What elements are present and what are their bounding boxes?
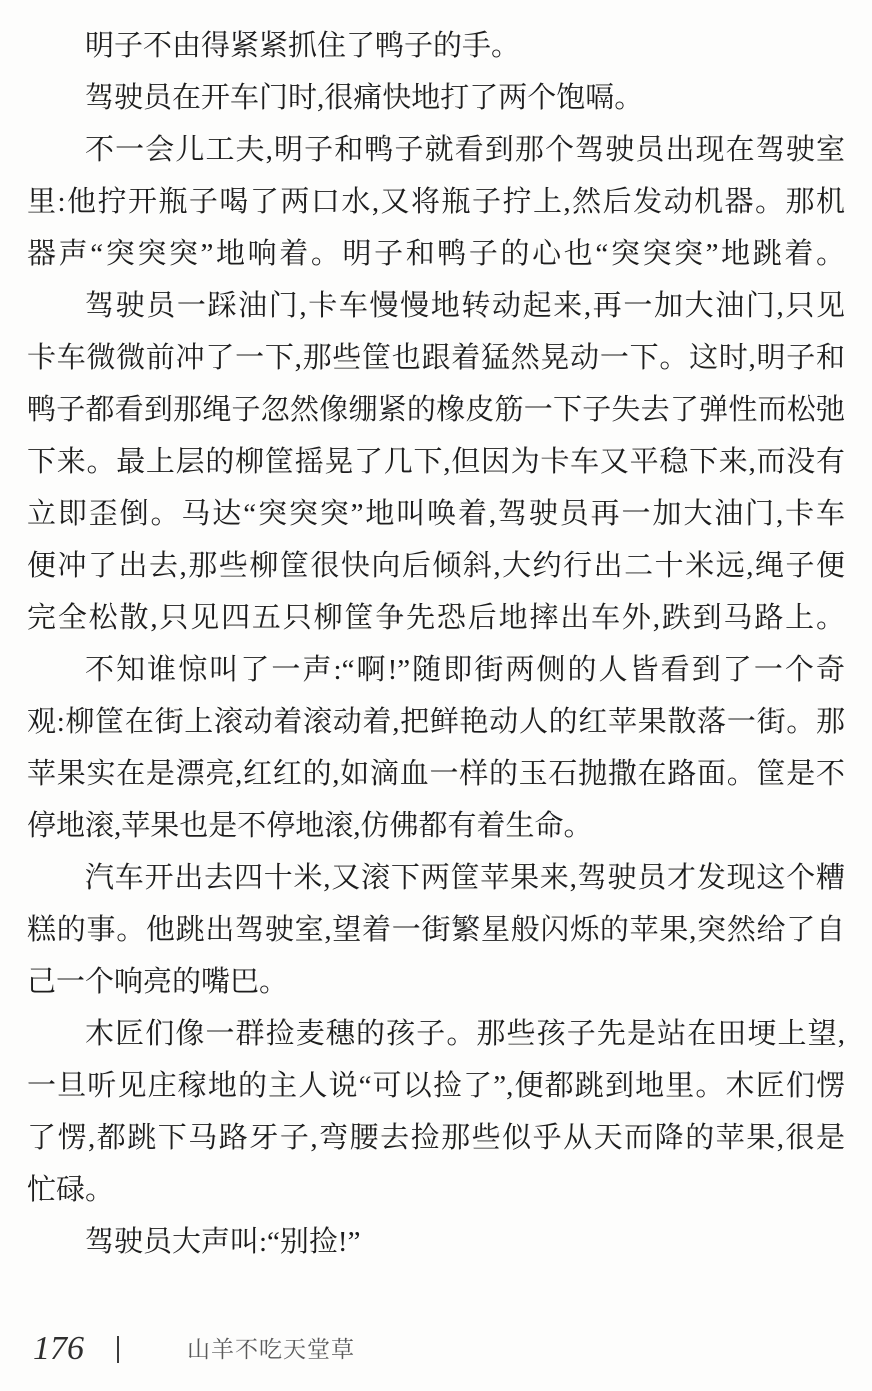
text-line: 鸭子都看到那绳子忽然像绷紧的橡皮筋一下子失去了弹性而松弛 — [27, 394, 845, 426]
text-line: 明子不由得紧紧抓住了鸭子的手。 — [85, 30, 521, 62]
text-line: 了愣,都跳下马路牙子,弯腰去捡那些似乎从天而降的苹果,很是 — [27, 1122, 845, 1154]
text-line: 忙碌。 — [27, 1174, 115, 1206]
text-line: 完全松散,只见四五只柳筐争先恐后地摔出车外,跌到马路上。 — [27, 602, 845, 634]
text-line: 里:他拧开瓶子喝了两口水,又将瓶子拧上,然后发动机器。那机 — [27, 186, 845, 218]
text-line: 下来。最上层的柳筐摇晃了几下,但因为卡车又平稳下来,而没有 — [27, 446, 845, 478]
text-line: 木匠们像一群捡麦穗的孩子。那些孩子先是站在田埂上望, — [85, 1018, 845, 1050]
text-line: 驾驶员在开车门时,很痛快地打了两个饱嗝。 — [85, 82, 644, 114]
footer-separator — [117, 1336, 119, 1363]
text-line: 停地滚,苹果也是不停地滚,仿佛都有着生命。 — [27, 810, 593, 842]
text-line: 汽车开出去四十米,又滚下两筐苹果来,驾驶员才发现这个糟 — [85, 862, 845, 894]
text-line: 一旦听见庄稼地的主人说“可以捡了”,便都跳到地里。木匠们愣 — [27, 1070, 845, 1102]
text-block — [27, 20, 845, 1268]
text-line: 糕的事。他跳出驾驶室,望着一街繁星般闪烁的苹果,突然给了自 — [27, 914, 845, 946]
text-line: 苹果实在是漂亮,红红的,如滴血一样的玉石抛撒在路面。筐是不 — [27, 758, 845, 790]
text-line: 器声“突突突”地响着。明子和鸭子的心也“突突突”地跳着。 — [27, 238, 845, 270]
page-number: 176 — [33, 1330, 84, 1367]
book-title: 山羊不吃天堂草 — [187, 1336, 355, 1362]
text-line: 不一会儿工夫,明子和鸭子就看到那个驾驶员出现在驾驶室 — [85, 134, 845, 166]
text-line: 卡车微微前冲了一下,那些筐也跟着猛然晃动一下。这时,明子和 — [27, 342, 845, 374]
text-line: 己一个响亮的嘴巴。 — [27, 966, 289, 998]
text-line: 立即歪倒。马达“突突突”地叫唤着,驾驶员再一加大油门,卡车 — [27, 498, 845, 530]
text-line: 驾驶员一踩油门,卡车慢慢地转动起来,再一加大油门,只见 — [85, 290, 845, 322]
text-line: 驾驶员大声叫:“别捡!” — [85, 1226, 361, 1258]
text-line: 便冲了出去,那些柳筐很快向后倾斜,大约行出二十米远,绳子便 — [27, 550, 845, 582]
text-line: 观:柳筐在街上滚动着滚动着,把鲜艳动人的红苹果散落一街。那 — [27, 706, 845, 738]
text-line: 不知谁惊叫了一声:“啊!”随即街两侧的人皆看到了一个奇 — [85, 654, 845, 686]
page-footer — [33, 1330, 355, 1368]
